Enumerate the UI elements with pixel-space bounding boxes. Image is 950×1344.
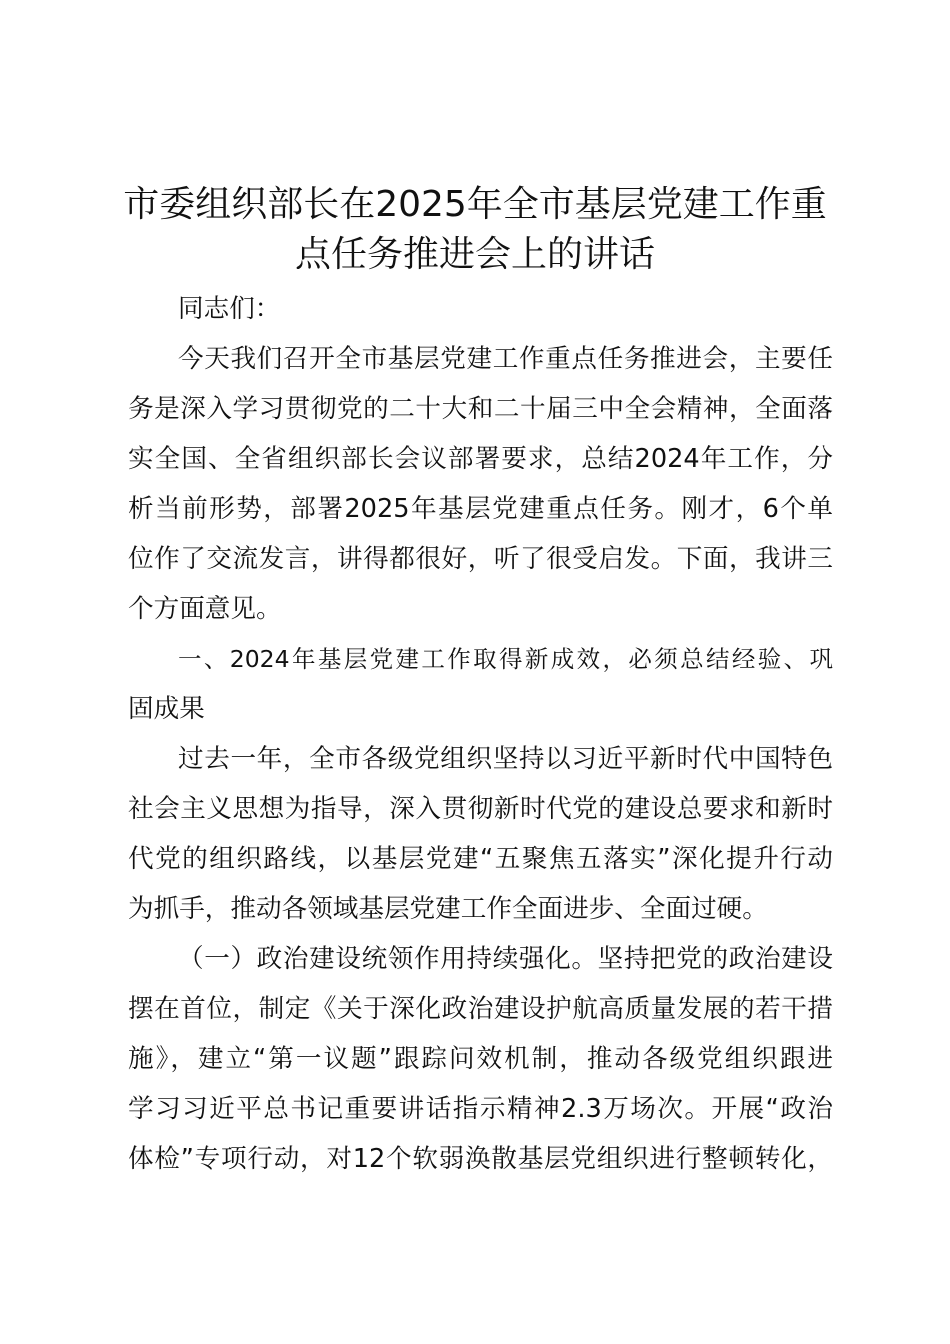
paragraph-line: 代党的组织路线，以基层党建“五聚焦五落实”深化提升行动 bbox=[128, 844, 833, 874]
paragraph-line: 学习习近平总书记重要讲话指示精神2.3万场次。开展“政治 bbox=[128, 1094, 833, 1124]
paragraph-line: 施》，建立“第一议题”跟踪问效机制，推动各级党组织跟进 bbox=[128, 1044, 833, 1074]
paragraph-political-building bbox=[128, 934, 833, 1184]
paragraph-line: 过去一年，全市各级党组织坚持以习近平新时代中国特色 bbox=[178, 744, 833, 774]
paragraph-line: 析当前形势，部署2025年基层党建重点任务。刚才，6个单 bbox=[128, 494, 833, 524]
paragraph-line: 摆在首位，制定《关于深化政治建设护航高质量发展的若干措 bbox=[128, 994, 833, 1024]
heading-line: 固成果 bbox=[128, 694, 205, 724]
paragraph-line: 为抓手，推动各领域基层党建工作全面进步、全面过硬。 bbox=[128, 894, 768, 924]
paragraph-line: 今天我们召开全市基层党建工作重点任务推进会，主要任 bbox=[178, 344, 833, 374]
paragraph-line: 个方面意见。 bbox=[128, 594, 282, 624]
salutation: 同志们： bbox=[178, 294, 281, 324]
section-heading-1 bbox=[128, 634, 833, 734]
paragraph-line: 体检”专项行动，对12个软弱涣散基层党组织进行整顿转化， bbox=[128, 1144, 833, 1174]
paragraph-intro bbox=[128, 334, 833, 634]
paragraph-line: 务是深入学习贯彻党的二十大和二十届三中全会精神，全面落 bbox=[128, 394, 833, 424]
document-body bbox=[128, 284, 833, 1184]
heading-line: 一、2024年基层党建工作取得新成效，必须总结经验、巩 bbox=[178, 645, 833, 673]
title-line-2: 点任务推进会上的讲话 bbox=[294, 234, 655, 275]
paragraph-line: （一）政治建设统领作用持续强化。坚持把党的政治建设 bbox=[178, 944, 833, 974]
title-line-1: 市委组织部长在2025年全市基层党建工作重 bbox=[123, 184, 827, 225]
paragraph-line: 位作了交流发言，讲得都很好，听了很受启发。下面，我讲三 bbox=[128, 544, 833, 574]
paragraph-review bbox=[128, 734, 833, 934]
document-title bbox=[110, 180, 840, 280]
paragraph-line: 社会主义思想为指导，深入贯彻新时代党的建设总要求和新时 bbox=[128, 794, 833, 824]
paragraph-line: 实全国、全省组织部长会议部署要求，总结2024年工作，分 bbox=[128, 444, 833, 474]
